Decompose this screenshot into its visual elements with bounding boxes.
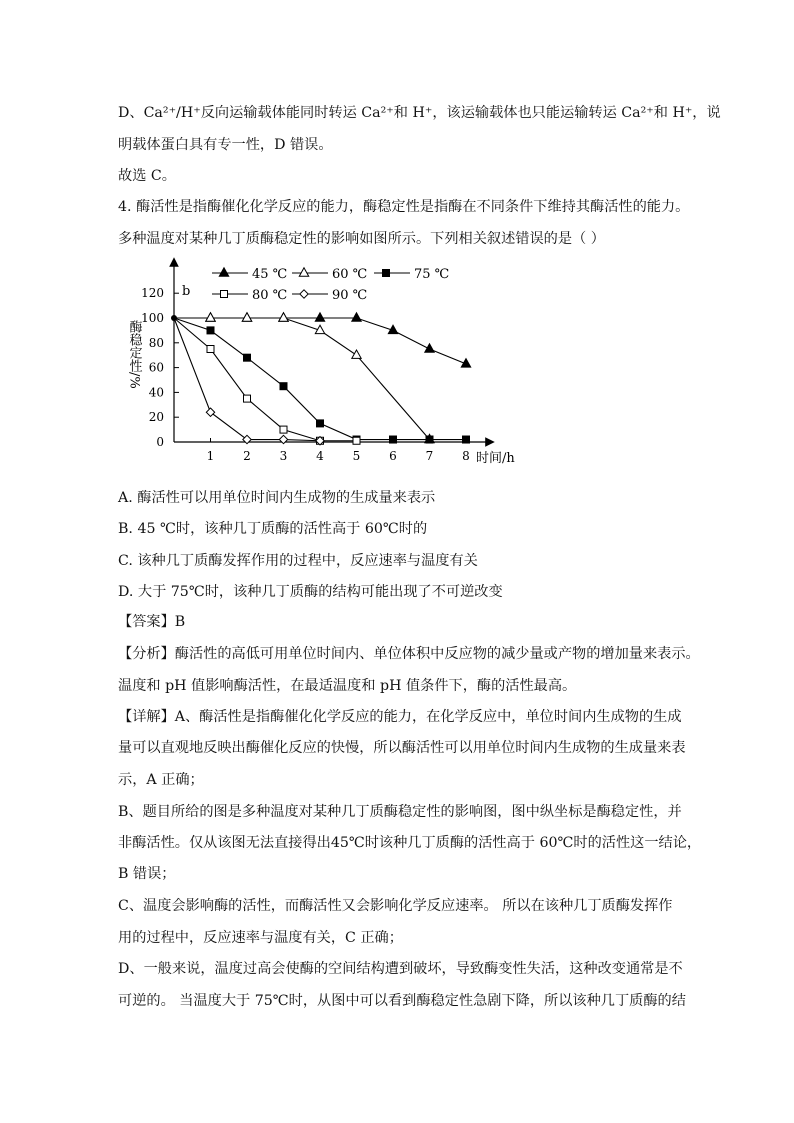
y-tick-label: 0: [156, 435, 164, 449]
text-line: 明载体蛋白具有专一性，D 错误。: [118, 137, 333, 153]
data-point: [353, 437, 360, 444]
legend-item: [212, 267, 287, 282]
y-tick-label: 100: [141, 311, 164, 325]
answer-line: 【答案】B: [118, 614, 186, 630]
legend-label: 60 ℃: [332, 267, 368, 282]
data-point: [244, 354, 251, 361]
legend-item: [292, 267, 367, 282]
x-axis-label: 时间/h: [476, 451, 515, 466]
panel-label: b: [182, 284, 191, 299]
y-tick-label: 60: [148, 360, 164, 375]
detail-line: 【详解】A、酶活性是指酶催化化学反应的能力，在化学反应中，单位时间内生成物的生成: [118, 709, 682, 725]
analysis-line: 温度和 pH 值影响酶活性，在最适温度和 pH 值条件下，酶的活性最高。: [118, 678, 577, 694]
data-point: [279, 313, 288, 321]
start-point: [171, 315, 177, 321]
series-layer: [171, 313, 471, 445]
data-point: [463, 436, 470, 443]
question-stem: 多种温度对某种几丁质酶稳定性的影响如图所示。下列相关叙述错误的是（ ）: [118, 231, 605, 247]
data-point: [206, 408, 214, 416]
legend-label: 80 ℃: [252, 288, 288, 303]
legend-item: [374, 267, 449, 282]
x-tick-label: 2: [243, 449, 251, 463]
enzyme-stability-chart: [118, 252, 538, 474]
legend-item: [292, 288, 367, 303]
y-tick-label: 40: [148, 385, 164, 400]
data-point: [425, 344, 434, 352]
y-tick-label: 20: [148, 410, 164, 425]
data-point: [352, 313, 361, 321]
detail-line: 非酶活性。仅从该图无法直接得出45℃时该种几丁质酶的活性高于 60℃时的活性这一结论，: [118, 835, 702, 851]
data-point: [300, 290, 308, 298]
legend-item: [212, 288, 287, 303]
data-point: [315, 313, 324, 321]
detail-line: C、温度会影响酶的活性，而酶活性又会影响化学反应速率。 所以在该种几丁质酶发挥作: [118, 898, 673, 914]
y-tick-label: 80: [148, 335, 164, 350]
series-line: [174, 318, 430, 440]
legend-label: 45 ℃: [252, 267, 288, 282]
data-point: [242, 313, 251, 321]
data-point: [280, 383, 287, 390]
data-point: [206, 313, 215, 321]
data-point: [221, 291, 228, 298]
x-tick-label: 3: [279, 449, 288, 463]
series-0: [174, 313, 471, 367]
y-axis-label: 酶稳定性/%: [126, 320, 142, 389]
series-3: [174, 318, 360, 444]
text-line: D、Ca²⁺/H⁺反向运输载体能同时转运 Ca²⁺和 H⁺，该运输载体也只能运输转运 Ca²⁺和 H⁺，说: [118, 105, 721, 121]
detail-line: 用的过程中，反应速率与温度有关，C 正确；: [118, 930, 403, 946]
data-point: [317, 420, 324, 427]
y-tick-label: 120: [141, 286, 164, 301]
x-tick-label: 8: [462, 449, 470, 463]
option-d: D. 大于 75℃时，该种几丁质酶的结构可能出现了不可逆改变: [118, 584, 503, 600]
data-point: [280, 426, 287, 433]
detail-line: 示，A 正确；: [118, 772, 204, 788]
legend: [212, 267, 449, 303]
data-point: [219, 268, 228, 276]
x-tick-label: 4: [316, 449, 324, 463]
data-point: [390, 436, 397, 443]
legend-label: 75 ℃: [414, 267, 450, 282]
option-c: C. 该种几丁质酶发挥作用的过程中，反应速率与温度有关: [118, 553, 478, 569]
data-point: [383, 270, 390, 277]
data-point: [207, 346, 214, 353]
question-stem: 4. 酶活性是指酶催化化学反应的能力，酶稳定性是指酶在不同条件下维持其酶活性的能力。: [118, 199, 690, 215]
option-b: B. 45 ℃时，该种几丁质酶的活性高于 60℃时的: [118, 521, 428, 537]
text-line: 故选 C。: [118, 168, 176, 184]
data-point: [352, 350, 361, 358]
x-tick-label: 1: [206, 449, 215, 463]
detail-line: B 错误；: [118, 866, 176, 882]
data-point: [207, 327, 214, 334]
x-tick-label: 6: [389, 449, 397, 463]
series-2: [174, 318, 470, 443]
detail-line: B、题目所给的图是多种温度对某种几丁质酶稳定性的影响图，图中纵坐标是酶稳定性，并: [118, 804, 682, 820]
x-tick-label: 5: [352, 449, 361, 463]
detail-line: 量可以直观地反映出酶催化反应的快慢，所以酶活性可以用单位时间内生成物的生成量来表: [118, 740, 686, 756]
x-tick-label: 7: [425, 449, 434, 463]
option-a: A. 酶活性可以用单位时间内生成物的生成量来表示: [118, 490, 436, 506]
data-point: [426, 436, 433, 443]
analysis-line: 【分析】酶活性的高低可用单位时间内、单位体积中反应物的减少量或产物的增加量来表示。: [118, 646, 700, 662]
data-point: [244, 395, 251, 402]
detail-line: 可逆的。 当温度大于 75℃时，从图中可以看到酶稳定性急剧下降，所以该种几丁质酶的结: [118, 993, 686, 1009]
legend-label: 90 ℃: [332, 288, 368, 303]
detail-line: D、一般来说，温度过高会使酶的空间结构遭到破坏，导致酶变性失活，这种改变通常是不: [118, 961, 683, 977]
data-point: [299, 268, 308, 276]
